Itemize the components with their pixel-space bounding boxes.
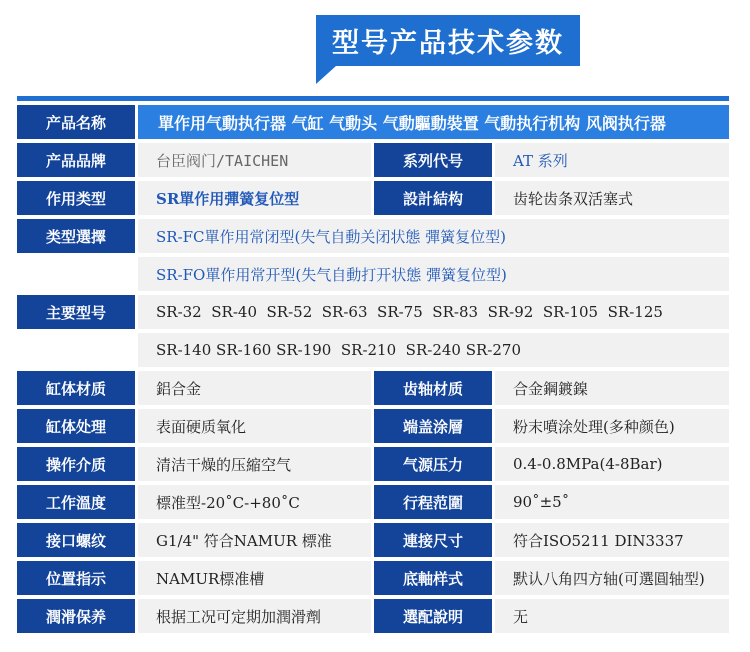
label-models: 主要型号 (17, 295, 135, 329)
value-design: 齿轮齿条双活塞式 (495, 181, 729, 215)
value-options: 无 (495, 599, 729, 633)
spec-table (17, 103, 729, 635)
value-body-treatment: 表面硬质氧化 (138, 409, 371, 443)
page-title: 型号产品技术参数 (316, 15, 580, 66)
row-action-type (17, 179, 729, 217)
label-body-treatment: 缸体处理 (17, 409, 135, 443)
value-action-type: SR單作用彈簧复位型 (138, 181, 371, 215)
row-indicator (17, 559, 729, 597)
label-series: 系列代号 (374, 143, 492, 177)
title-tail (316, 66, 336, 84)
label-shaft-style: 底軸样式 (374, 561, 492, 595)
row-product-name (17, 103, 729, 141)
value-medium: 清洁干燥的压縮空气 (138, 447, 371, 481)
value-body-material: 鋁合金 (138, 371, 371, 405)
value-end-cap: 粉末噴涂处理(多种颜色) (495, 409, 729, 443)
label-shaft-material: 齿轴材质 (374, 371, 492, 405)
label-action-type: 作用类型 (17, 181, 135, 215)
value-temperature: 標准型-20˚C-+80˚C (138, 485, 371, 519)
row-type-select (17, 217, 729, 255)
row-brand (17, 141, 729, 179)
label-design: 設計結构 (374, 181, 492, 215)
row-models (17, 293, 729, 331)
label-end-cap: 端盖涂層 (374, 409, 492, 443)
label-product-name: 产品名称 (17, 105, 135, 139)
label-medium: 操作介质 (17, 447, 135, 481)
value-indicator: NAMUR標准槽 (138, 561, 371, 595)
divider (17, 96, 729, 101)
value-series: AT 系列 (495, 143, 729, 177)
value-models-b: SR-140 SR-160 SR-190 SR-210 SR-240 SR-270 (138, 333, 729, 367)
label-brand: 产品品牌 (17, 143, 135, 177)
title-banner (316, 15, 580, 66)
value-shaft-material: 合金鋼鍍鎳 (495, 371, 729, 405)
label-stroke: 行程范圍 (374, 485, 492, 519)
label-thread: 接口螺纹 (17, 523, 135, 557)
label-lubrication: 潤滑保养 (17, 599, 135, 633)
row-thread (17, 521, 729, 559)
type-fo-text: SR-FO單作用常开型(失气自動打开状態 彈簧复位型) (156, 265, 507, 284)
value-connection: 符合ISO5211 DIN3337 (495, 523, 729, 557)
row-body-treatment (17, 407, 729, 445)
label-temperature: 工作溫度 (17, 485, 135, 519)
row-temperature (17, 483, 729, 521)
label-connection: 連接尺寸 (374, 523, 492, 557)
value-thread: G1/4" 符合NAMUR 標准 (138, 523, 371, 557)
row-type-select-2 (17, 255, 729, 293)
label-indicator: 位置指示 (17, 561, 135, 595)
value-air-pressure: 0.4-0.8MPa(4-8Bar) (495, 447, 729, 481)
label-air-pressure: 气源压力 (374, 447, 492, 481)
value-shaft-style: 默认八角四方轴(可選圓轴型) (495, 561, 729, 595)
value-stroke: 90˚±5˚ (495, 485, 729, 519)
row-models-2 (17, 331, 729, 369)
row-medium (17, 445, 729, 483)
value-type-fc (138, 219, 729, 253)
type-fc-text: SR-FC單作用常闭型(失气自動关闭状態 彈簧复位型) (156, 227, 506, 246)
label-type-select: 类型選擇 (17, 219, 135, 253)
row-body-material (17, 369, 729, 407)
value-models-a: SR-32 SR-40 SR-52 SR-63 SR-75 SR-83 SR-92 SR-105 SR-125 (138, 295, 729, 329)
label-options: 選配說明 (374, 599, 492, 633)
value-type-fo (138, 257, 729, 291)
value-brand: 台臣阀门/TAICHEN (138, 143, 371, 177)
row-lubrication (17, 597, 729, 635)
value-product-name: 單作用气動执行器 气缸 气動头 气動驅動裝置 气動执行机构 风阀执行器 (138, 105, 729, 139)
value-lubrication: 根据工况可定期加潤滑劑 (138, 599, 371, 633)
label-body-material: 缸体材质 (17, 371, 135, 405)
